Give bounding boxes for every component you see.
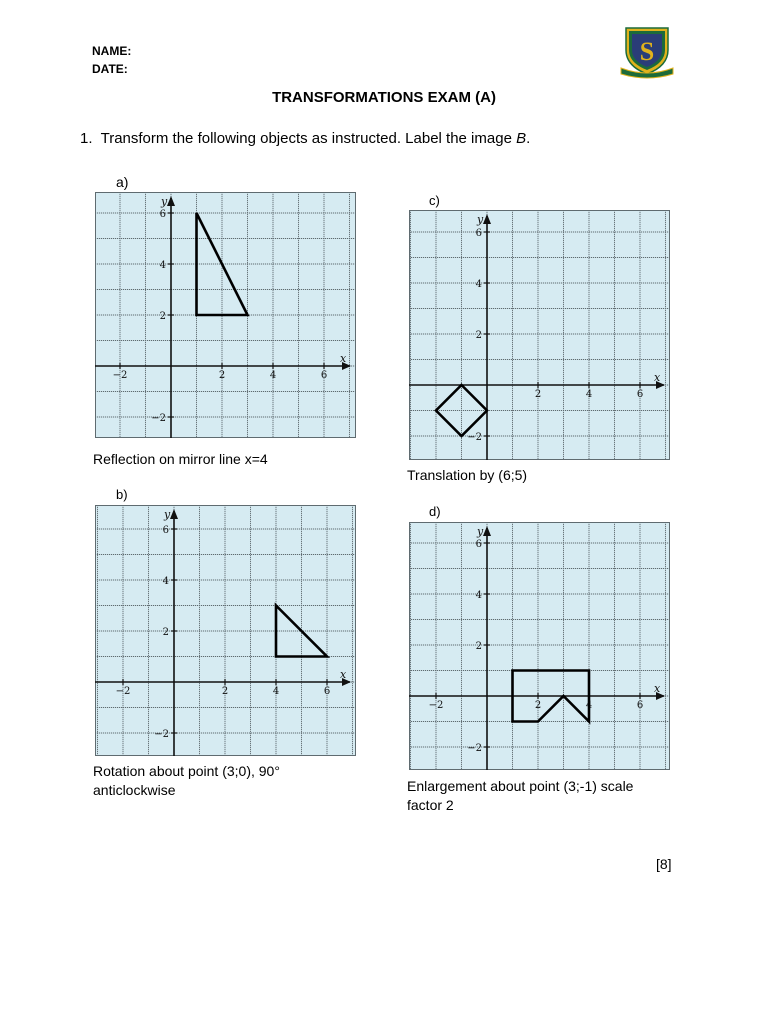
y-axis-label: y xyxy=(477,525,484,538)
coordinate-grid-a xyxy=(95,192,356,438)
x-tick-label: −2 xyxy=(115,686,131,697)
y-tick-label: 4 xyxy=(475,590,482,601)
x-axis-label: x xyxy=(340,352,347,365)
y-tick-label: −2 xyxy=(467,432,482,443)
y-tick-label: −2 xyxy=(154,729,169,740)
y-tick-label: 4 xyxy=(475,279,482,290)
svg-text:S: S xyxy=(639,37,655,66)
x-tick-label: 2 xyxy=(221,686,229,697)
x-tick-label: 4 xyxy=(272,686,280,697)
x-tick-label: 6 xyxy=(636,389,644,400)
y-axis-label: y xyxy=(164,508,171,521)
y-tick-label: 2 xyxy=(159,311,166,322)
caption-a: Reflection on mirror line x=4 xyxy=(93,451,268,467)
x-tick-label: 2 xyxy=(218,370,226,381)
x-tick-label: 6 xyxy=(320,370,328,381)
coordinate-grid-d xyxy=(409,522,670,770)
date-label: DATE: xyxy=(92,62,128,76)
part-label-a: a) xyxy=(116,174,129,190)
caption-d: Enlargement about point (3;-1) scale factor 2 xyxy=(407,778,634,813)
x-axis-label: x xyxy=(654,682,661,695)
x-tick-label: 2 xyxy=(534,700,542,711)
question-text-end: . xyxy=(526,130,531,147)
grid-background xyxy=(95,505,356,756)
grid-background xyxy=(409,522,670,770)
y-tick-label: 4 xyxy=(162,576,169,587)
y-tick-label: 4 xyxy=(159,260,166,271)
y-axis-label: y xyxy=(477,213,484,226)
question-text: Transform the following objects as instructed. Label the image xyxy=(100,130,517,147)
x-tick-label: −2 xyxy=(428,700,444,711)
image-label: B xyxy=(516,130,527,147)
part-label-c: c) xyxy=(429,193,440,208)
y-tick-label: 2 xyxy=(475,330,482,341)
y-axis-label: y xyxy=(161,195,168,208)
question-1 xyxy=(80,130,530,147)
x-tick-label: 4 xyxy=(585,700,593,711)
x-tick-label: 4 xyxy=(269,370,277,381)
x-tick-label: 6 xyxy=(636,700,644,711)
y-tick-label: 2 xyxy=(475,641,482,652)
y-tick-label: 6 xyxy=(475,539,482,550)
total-marks: [8] xyxy=(656,856,672,872)
page-title: TRANSFORMATIONS EXAM (A) xyxy=(272,89,496,106)
y-tick-label: −2 xyxy=(467,743,482,754)
x-tick-label: 2 xyxy=(534,389,542,400)
name-label: NAME: xyxy=(92,44,132,58)
x-tick-label: 6 xyxy=(323,686,331,697)
x-axis-label: x xyxy=(340,668,347,681)
x-tick-label: 4 xyxy=(585,389,593,400)
y-tick-label: 6 xyxy=(475,228,482,239)
question-number: 1. xyxy=(80,130,93,147)
school-crest-logo xyxy=(618,24,676,80)
part-label-d: d) xyxy=(429,504,441,519)
y-tick-label: 6 xyxy=(159,209,166,220)
x-axis-label: x xyxy=(654,371,661,384)
y-tick-label: −2 xyxy=(151,413,166,424)
y-tick-label: 2 xyxy=(162,627,169,638)
y-tick-label: 6 xyxy=(162,525,169,536)
coordinate-grid-c xyxy=(409,210,670,460)
part-label-b: b) xyxy=(116,487,128,502)
caption-c: Translation by (6;5) xyxy=(407,467,528,483)
x-tick-label: −2 xyxy=(112,370,128,381)
coordinate-grid-b xyxy=(95,505,356,756)
caption-b: Rotation about point (3;0), 90° anticlockwise xyxy=(93,763,280,798)
